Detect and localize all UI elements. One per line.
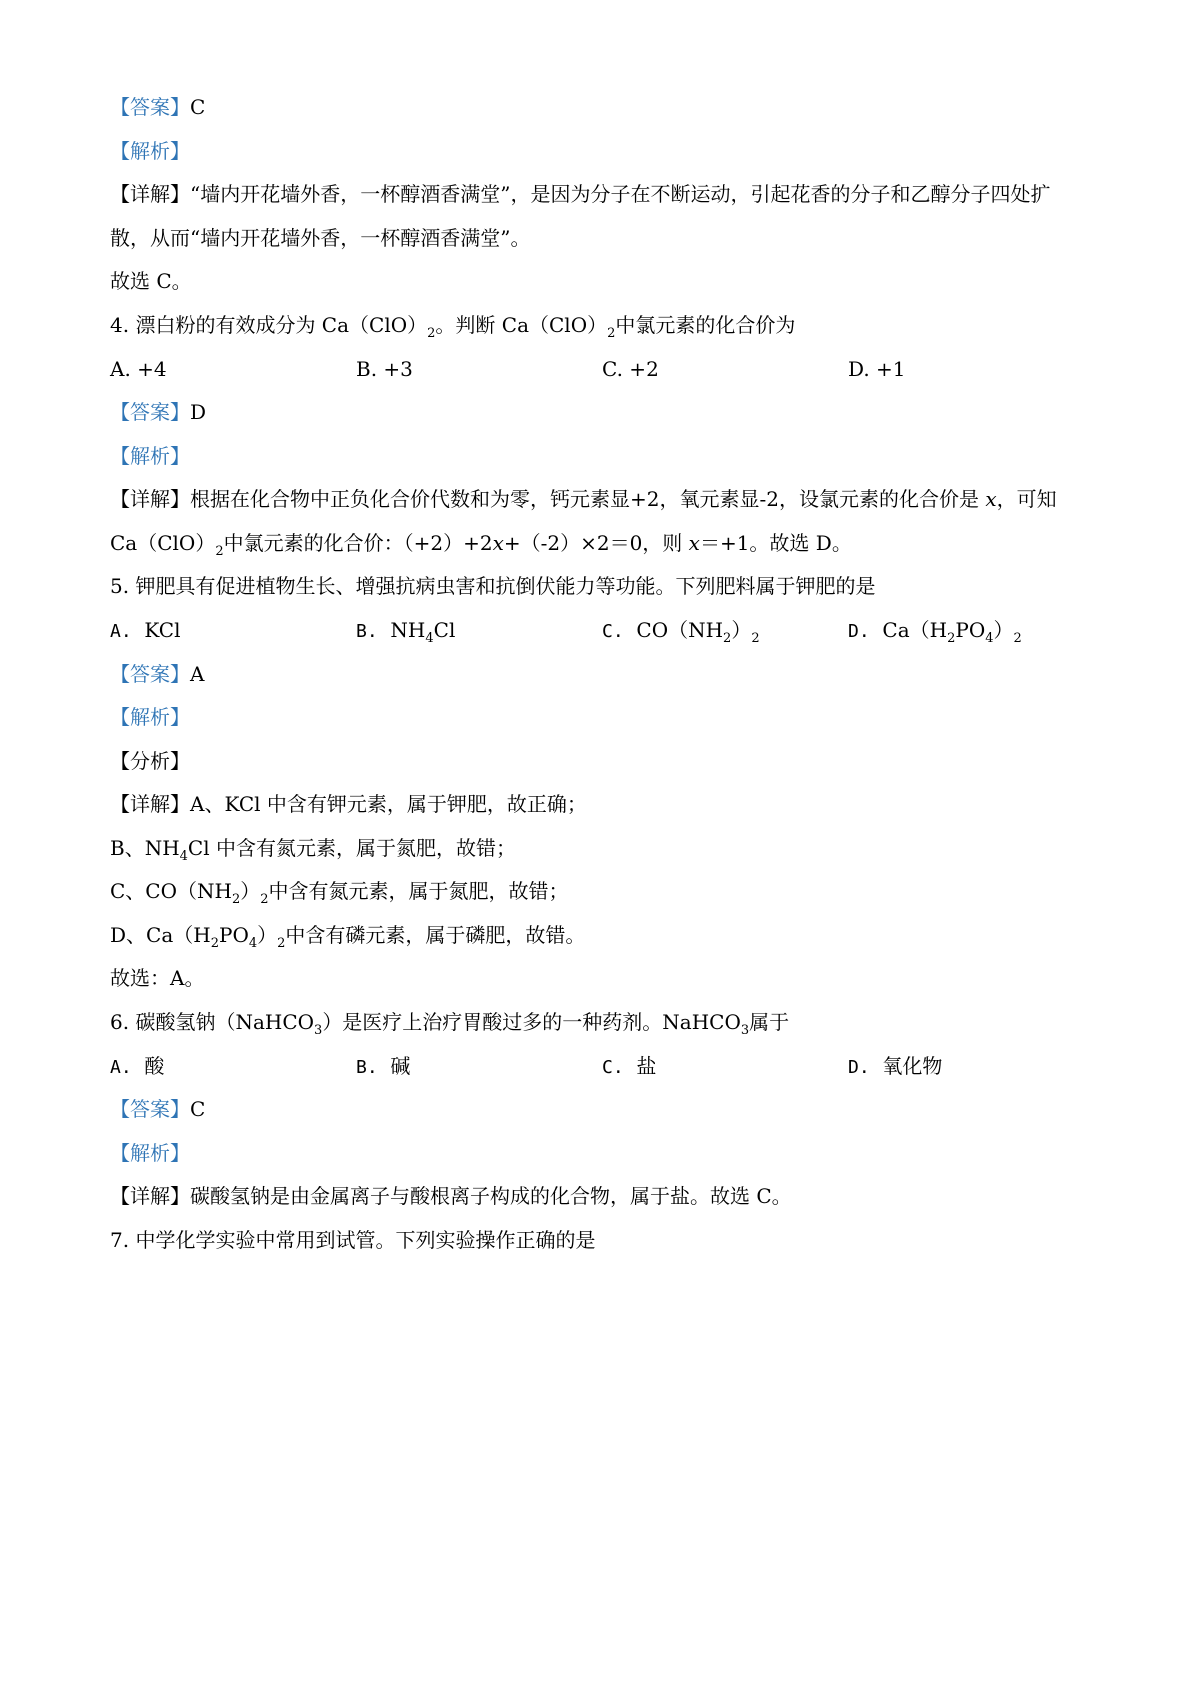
q3-detail-line-1 bbox=[110, 179, 1050, 209]
answer-tag: 【答案】 bbox=[110, 662, 190, 686]
answer-value: C bbox=[190, 95, 206, 119]
option-d: D. 氧化物 bbox=[848, 1054, 943, 1078]
q5-fenxi-tag bbox=[110, 746, 190, 776]
analysis-tag: 【解析】 bbox=[110, 1141, 190, 1165]
q5-conclusion bbox=[110, 963, 204, 993]
q5-analysis-tag bbox=[110, 702, 190, 732]
answer-value: A bbox=[190, 662, 205, 686]
analysis-tag: 【解析】 bbox=[110, 705, 190, 729]
q5-detail-d: D、$Ca(H_2PO_4)_2$中含有磷元素，属于磷肥，故错。 bbox=[110, 923, 586, 951]
answer-value: C bbox=[190, 1097, 206, 1121]
answer-tag: 【答案】 bbox=[110, 1097, 190, 1121]
question-stem: 钾肥具有促进植物生长、增强抗病虫害和抗倒伏能力等功能。下列肥料属于钾肥的是 bbox=[135, 574, 876, 598]
option-d: D. $Ca(H_2PO_4)_2$ bbox=[848, 618, 1022, 646]
question-number: 6. bbox=[110, 1010, 130, 1034]
detail-text: “墙内开花墙外香，一杯醇酒香满堂”，是因为分子在不断运动，引起花香的分子和乙醇分子四处扩 bbox=[190, 182, 1051, 206]
fenxi-tag: 【分析】 bbox=[110, 749, 190, 773]
answer-value: D bbox=[190, 400, 207, 424]
detail-tag: 【详解】 bbox=[110, 1184, 190, 1208]
option-b: B. +3 bbox=[356, 357, 413, 381]
option-a: A. KCl bbox=[110, 618, 181, 642]
answer-tag: 【答案】 bbox=[110, 400, 190, 424]
option-c: C. $CO(NH_2)_2$ bbox=[602, 618, 760, 646]
detail-text: 散，从而“墙内开花墙外香，一杯醇酒香满堂”。 bbox=[110, 226, 531, 250]
question-stem: 碳酸氢钠（NaHCO$_3$）是医疗上治疗胃酸过多的一种药剂。NaHCO$_3$属于 bbox=[135, 1010, 790, 1038]
q5-detail-b: B、$NH_4Cl$ 中含有氮元素，属于氮肥，故错； bbox=[110, 836, 516, 864]
analysis-tag: 【解析】 bbox=[110, 444, 190, 468]
analysis-tag: 【解析】 bbox=[110, 139, 190, 163]
answer-tag: 【答案】 bbox=[110, 95, 190, 119]
q4-answer-line bbox=[110, 397, 206, 427]
q4-stem bbox=[110, 310, 795, 340]
option-d: D. +1 bbox=[848, 357, 906, 381]
q6-stem bbox=[110, 1007, 789, 1037]
q4-detail-line-1: 【详解】根据在化合物中正负化合价代数和为零，钙元素显+2，氧元素显-2，设氯元素的化合价是 x，可知 bbox=[110, 487, 1057, 511]
q6-detail: 【详解】碳酸氢钠是由金属离子与酸根离子构成的化合物，属于盐。故选 C。 bbox=[110, 1184, 792, 1208]
q5-detail-a: 【详解】A、KCl 中含有钾元素，属于钾肥，故正确； bbox=[110, 792, 587, 816]
option-b: B. 碱 bbox=[356, 1054, 411, 1078]
q5-stem bbox=[110, 571, 875, 601]
detail-tag: 【详解】 bbox=[110, 792, 190, 816]
q3-answer-line bbox=[110, 92, 205, 122]
q7-stem bbox=[110, 1225, 595, 1255]
conclusion-text: 故选：A。 bbox=[110, 966, 205, 990]
q5-detail-c: C、$CO(NH_2)_2$中含有氮元素，属于氮肥，故错； bbox=[110, 879, 569, 907]
q3-analysis-tag bbox=[110, 136, 190, 166]
detail-tag: 【详解】 bbox=[110, 487, 190, 511]
question-stem: 漂白粉的有效成分为 $Ca(ClO)_2$。判断 $Ca(ClO)_2$中氯元素的化合价为 bbox=[135, 313, 796, 341]
q6-analysis-tag bbox=[110, 1138, 190, 1168]
option-a: A. +4 bbox=[110, 357, 167, 381]
option-c: C. +2 bbox=[602, 357, 659, 381]
q5-answer-line bbox=[110, 659, 204, 689]
detail-tag: 【详解】 bbox=[110, 182, 190, 206]
question-number: 7. bbox=[110, 1228, 130, 1252]
question-number: 5. bbox=[110, 574, 130, 598]
option-a: A. 酸 bbox=[110, 1054, 165, 1078]
q4-analysis-tag bbox=[110, 441, 190, 471]
option-c: C. 盐 bbox=[602, 1054, 657, 1078]
q3-detail-line-2 bbox=[110, 223, 530, 253]
q4-detail-line-2: $Ca(ClO)_2$中氯元素的化合价：（+2）+2x+（-2）×2＝0，则 x＝+1。故选 D。 bbox=[110, 531, 852, 559]
conclusion-text: 故选 C。 bbox=[110, 269, 192, 293]
option-b: B. $NH_4Cl$ bbox=[356, 618, 456, 646]
question-stem: 中学化学实验中常用到试管。下列实验操作正确的是 bbox=[135, 1228, 596, 1252]
q3-conclusion bbox=[110, 266, 192, 296]
question-number: 4. bbox=[110, 313, 130, 337]
q6-answer-line bbox=[110, 1094, 205, 1124]
